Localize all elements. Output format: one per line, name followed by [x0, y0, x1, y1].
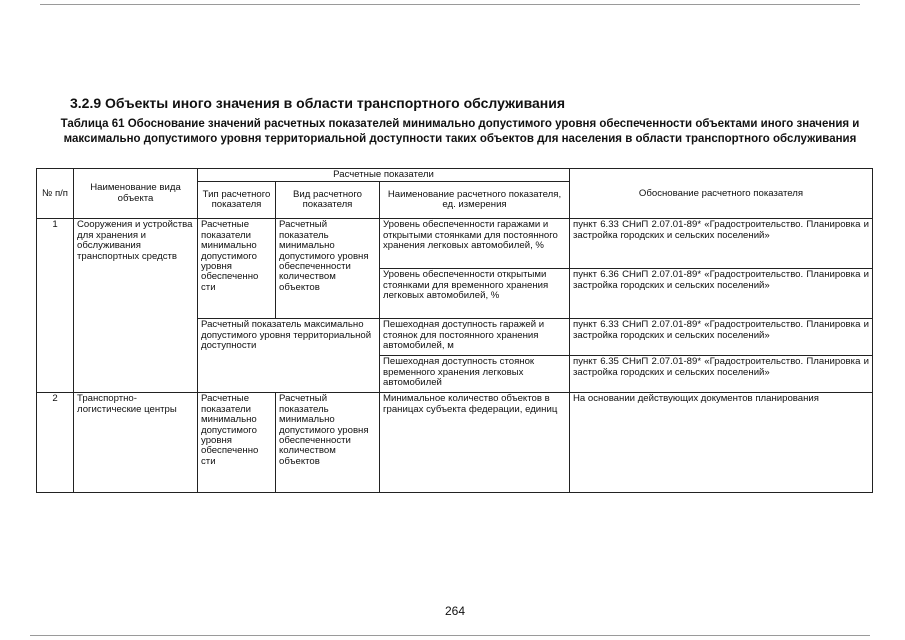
indicator-name-cell: Уровень обеспеченности открытыми стоянками для временного хранения легковых автомобилей, % [380, 269, 570, 319]
justification-cell: пункт 6.33 СНиП 2.07.01-89* «Градостроительство. Планировка и застройка городских и сельских поселений» [570, 319, 873, 356]
table-caption: Таблица 61 Обоснование значений расчетных показателей минимально допустимого уровня обеспеченности объектами иного значения и максимально допустимого уровня территориальной доступности таких объектов для населения в области транспортного обслуживания [60, 118, 860, 145]
justification-cell: пункт 6.36 СНиП 2.07.01-89* «Градостроительство. Планировка и застройка городских и сельских поселений» [570, 269, 873, 319]
header-object-name: Наименование вида объекта [74, 169, 198, 219]
object-name-cell: Сооружения и устройства для хранения и обслуживания транспортных средств [74, 219, 198, 393]
indicator-name-cell: Пешеходная доступность гаражей и стоянок для постоянного хранения автомобилей, м [380, 319, 570, 356]
justification-cell: пункт 6.33 СНиП 2.07.01-89* «Градостроительство. Планировка и застройка городских и сельских поселений» [570, 219, 873, 269]
indicator-name-cell: Уровень обеспеченности гаражами и открытыми стоянками для постоянного хранения легковых автомобилей, % [380, 219, 570, 269]
header-indicator-name: Наименование расчетного показателя, ед. измерения [380, 182, 570, 219]
header-indicator-type: Тип расчетного показателя [198, 182, 276, 219]
header-group: Расчетные показатели [198, 169, 570, 182]
indicator-kind-cell: Расчетный показатель минимально допустимого уровня обеспеченности количеством объектов [276, 219, 380, 319]
scan-border-top [40, 4, 860, 5]
scan-border-bottom [30, 635, 870, 636]
header-num: № п/п [37, 169, 74, 219]
justification-cell: пункт 6.35 СНиП 2.07.01-89* «Градостроительство. Планировка и застройка городских и сельских поселений» [570, 356, 873, 393]
page-number: 264 [444, 604, 466, 618]
row-number: 1 [37, 219, 74, 393]
object-name-cell: Транспортно-логистические центры [74, 393, 198, 493]
row-number: 2 [37, 393, 74, 493]
table-header-row [37, 169, 873, 182]
section-heading: 3.2.9 Объекты иного значения в области транспортного обслуживания [70, 95, 566, 111]
header-indicator-kind: Вид расчетного показателя [276, 182, 380, 219]
indicator-type-cell: Расчетные показатели минимально допустимого уровня обеспеченно сти [198, 219, 276, 319]
header-justification: Обоснование расчетного показателя [570, 169, 873, 219]
indicator-kind-cell: Расчетный показатель минимально допустимого уровня обеспеченности количеством объектов [276, 393, 380, 493]
indicator-name-cell: Минимальное количество объектов в границах субъекта федерации, единиц [380, 393, 570, 493]
indicator-type-cell: Расчетные показатели минимально допустимого уровня обеспеченно сти [198, 393, 276, 493]
table-row [37, 393, 873, 493]
indicator-name-cell: Пешеходная доступность стоянок временного хранения легковых автомобилей [380, 356, 570, 393]
table-row [37, 219, 873, 269]
justification-cell: На основании действующих документов планирования [570, 393, 873, 493]
indicator-type-cell: Расчетный показатель максимально допустимого уровня территориальной доступности [198, 319, 380, 393]
indicators-table [36, 168, 873, 493]
